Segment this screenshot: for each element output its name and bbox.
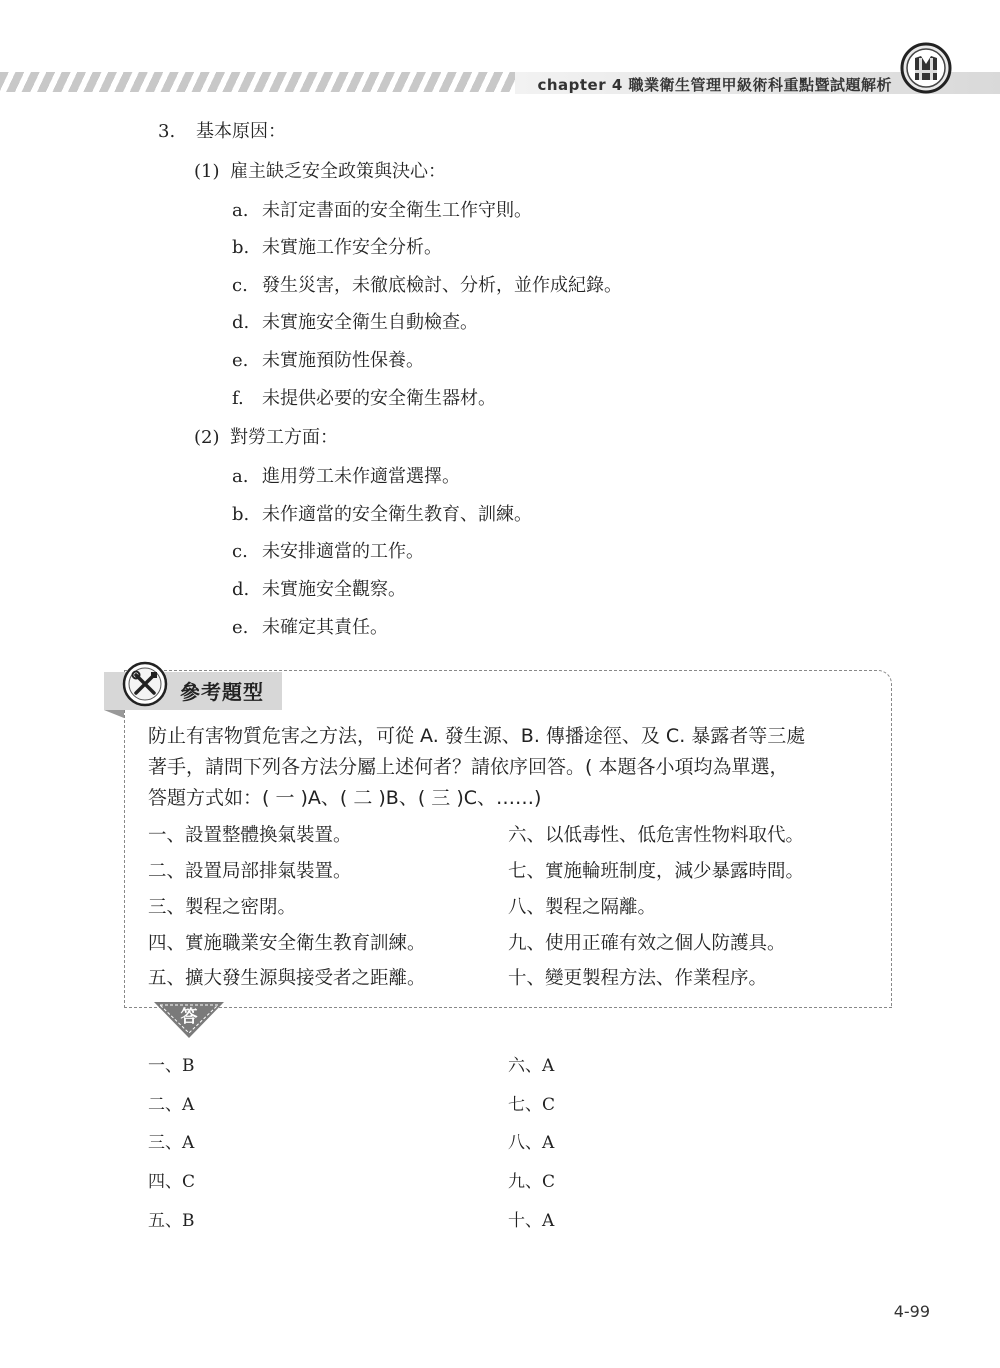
item-marker: c.	[232, 541, 248, 562]
item-text: 未實施預防性保養。	[262, 350, 424, 371]
item-marker: e.	[232, 617, 249, 638]
item-text: 未實施安全衛生自動檢查。	[262, 312, 478, 333]
list-item	[232, 578, 406, 602]
answer-item: 六、A	[508, 1056, 555, 1076]
answer-item: 七、C	[508, 1095, 556, 1115]
question-text-line: 答題方式如：( 一 )A、( 二 )B、( 三 )C、……)	[148, 787, 542, 809]
section-title: 基本原因：	[196, 121, 286, 142]
list-item	[232, 311, 478, 335]
answer-item: 四、C	[148, 1172, 196, 1192]
group-marker: (2)	[194, 427, 220, 448]
section-marker: 3.	[158, 121, 176, 142]
header-stripe-band	[0, 72, 515, 92]
list-item	[232, 503, 532, 527]
item-marker: b.	[232, 504, 250, 525]
list-item	[232, 616, 388, 640]
answer-item: 三、A	[148, 1133, 195, 1153]
group-title: 對勞工方面：	[230, 427, 338, 448]
item-marker: f.	[232, 388, 244, 409]
item-text: 發生災害，未徹底檢討、分析，並作成紀錄。	[262, 275, 622, 296]
list-item	[232, 236, 442, 260]
answer-badge-label: 答	[180, 1007, 198, 1027]
list-item	[232, 465, 460, 489]
option-item: 三、製程之密閉。	[148, 897, 297, 918]
item-text: 未作適當的安全衛生教育、訓練。	[262, 504, 532, 525]
answer-badge	[152, 1000, 226, 1040]
group-heading-2	[194, 426, 338, 450]
item-marker: d.	[232, 579, 250, 600]
option-item: 七、實施輪班制度，減少暴露時間。	[508, 861, 805, 882]
item-marker: a.	[232, 466, 249, 487]
item-text: 未實施安全觀察。	[262, 579, 406, 600]
item-marker: b.	[232, 237, 250, 258]
list-item	[232, 387, 496, 411]
list-item	[232, 349, 424, 373]
answer-item: 八、A	[508, 1133, 555, 1153]
item-text: 未訂定書面的安全衛生工作守則。	[262, 200, 532, 221]
item-text: 進用勞工未作適當選擇。	[262, 466, 460, 487]
question-text-line: 防止有害物質危害之方法，可從 A. 發生源、B. 傳播途徑、及 C. 暴露者等三處	[148, 725, 806, 747]
group-title: 雇主缺乏安全政策與決心：	[230, 161, 446, 182]
option-item: 八、製程之隔離。	[508, 897, 657, 918]
question-tag-label: 參考題型	[180, 680, 264, 704]
option-item: 十、變更製程方法、作業程序。	[508, 968, 768, 989]
question-text-line: 著手，請問下列各方法分屬上述何者？請依序回答。( 本題各小項均為單選，	[148, 756, 789, 778]
item-marker: a.	[232, 200, 249, 221]
safety-vest-logo-icon	[900, 42, 952, 94]
list-item	[232, 274, 622, 298]
item-marker: d.	[232, 312, 250, 333]
item-text: 未確定其責任。	[262, 617, 388, 638]
answer-item: 九、C	[508, 1172, 556, 1192]
answer-item: 五、B	[148, 1211, 195, 1231]
group-heading-1	[194, 160, 446, 184]
option-item: 九、使用正確有效之個人防護具。	[508, 933, 786, 954]
item-text: 未提供必要的安全衛生器材。	[262, 388, 496, 409]
question-tag-fold	[104, 710, 124, 718]
item-marker: e.	[232, 350, 249, 371]
answer-item: 一、B	[148, 1056, 195, 1076]
item-marker: c.	[232, 275, 248, 296]
option-item: 六、以低毒性、低危害性物料取代。	[508, 825, 805, 846]
item-text: 未實施工作安全分析。	[262, 237, 442, 258]
group-marker: (1)	[194, 161, 220, 182]
list-item	[232, 199, 532, 223]
chapter-title: chapter 4 職業衛生管理甲級術科重點暨試題解析	[537, 76, 892, 94]
option-item: 二、設置局部排氣裝置。	[148, 861, 352, 882]
answer-item: 十、A	[508, 1211, 555, 1231]
answer-item: 二、A	[148, 1095, 195, 1115]
item-text: 未安排適當的工作。	[262, 541, 424, 562]
section-heading	[158, 120, 286, 144]
tools-icon	[122, 661, 168, 707]
option-item: 四、實施職業安全衛生教育訓練。	[148, 933, 426, 954]
option-item: 五、擴大發生源與接受者之距離。	[148, 968, 426, 989]
option-item: 一、設置整體換氣裝置。	[148, 825, 352, 846]
list-item	[232, 540, 424, 564]
page-number: 4-99	[893, 1302, 930, 1321]
